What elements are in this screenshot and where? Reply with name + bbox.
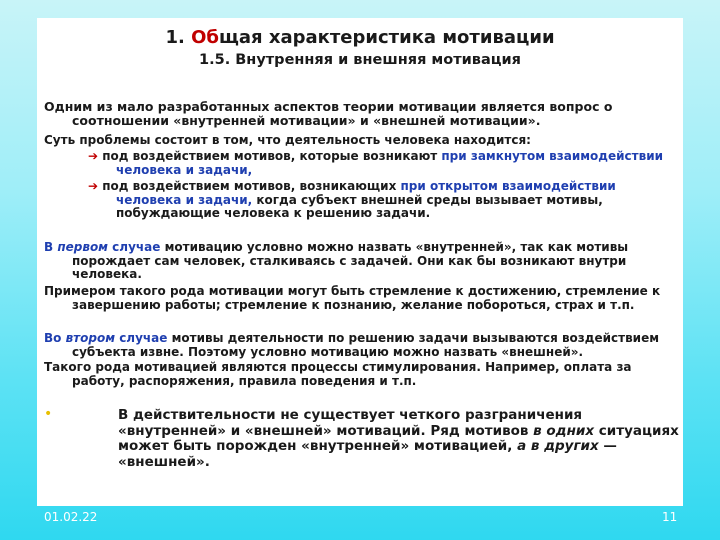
arrow-right-icon: ➔ [88, 149, 99, 163]
problem-paragraph: Суть проблемы состоит в том, что деятельность человека находится: [44, 133, 531, 147]
intro-paragraph: Одним из мало разработанных аспектов теории мотивации является вопрос о соотношении «внутренней мотивации» и «внешней мотивации». [44, 99, 613, 128]
first-case-example: Примером такого рода мотивации могут быть стремление к достижению, стремление к завершению работы; стремление к познанию, желание побороться, страх и т.п. [44, 284, 661, 312]
arrow-item-1: ➔ под воздействием мотивов, которые возникают при замкнутом взаимодействии человека и задачи, [88, 149, 664, 177]
slide-subtitle: 1.5. Внутренняя и внешняя мотивация [199, 52, 521, 68]
arrow-item-2: ➔ под воздействием мотивов, возникающих при открытом взаимодействии человека и задачи, когда субъект внешней среды вызывает мотивы, побуждающие человека к решению задачи. [88, 179, 616, 220]
second-case-paragraph: Во втором случае мотивы деятельности по решению задачи вызываются воздействием субъекта извне. Поэтому условно мотивацию можно назвать «внешней». [44, 331, 660, 359]
page-number: 11 [662, 510, 678, 524]
bullet-icon: • [44, 406, 53, 422]
footer-date: 01.02.22 [44, 510, 98, 524]
slide-title: 1. Общая характеристика мотивации [165, 27, 555, 48]
first-case-paragraph: В первом случае мотивацию условно можно назвать «внутренней», так как мотивы порождает сам человек, сталкиваясь с задачей. Они как бы возникают внутри человека. [44, 240, 629, 281]
arrow-right-icon: ➔ [88, 179, 99, 193]
conclusion-paragraph: В действительности не существует четкого разграничения «внутренней» и «внешней» мотиваций. Ряд мотивов в одних ситуациях может быть порожден «внутренней» мотивацией, а в других — «внешней». [118, 407, 679, 470]
second-case-example: Такого рода мотивацией являются процессы стимулирования. Например, оплата за работу, распоряжения, правила поведения и т.п. [44, 360, 632, 388]
